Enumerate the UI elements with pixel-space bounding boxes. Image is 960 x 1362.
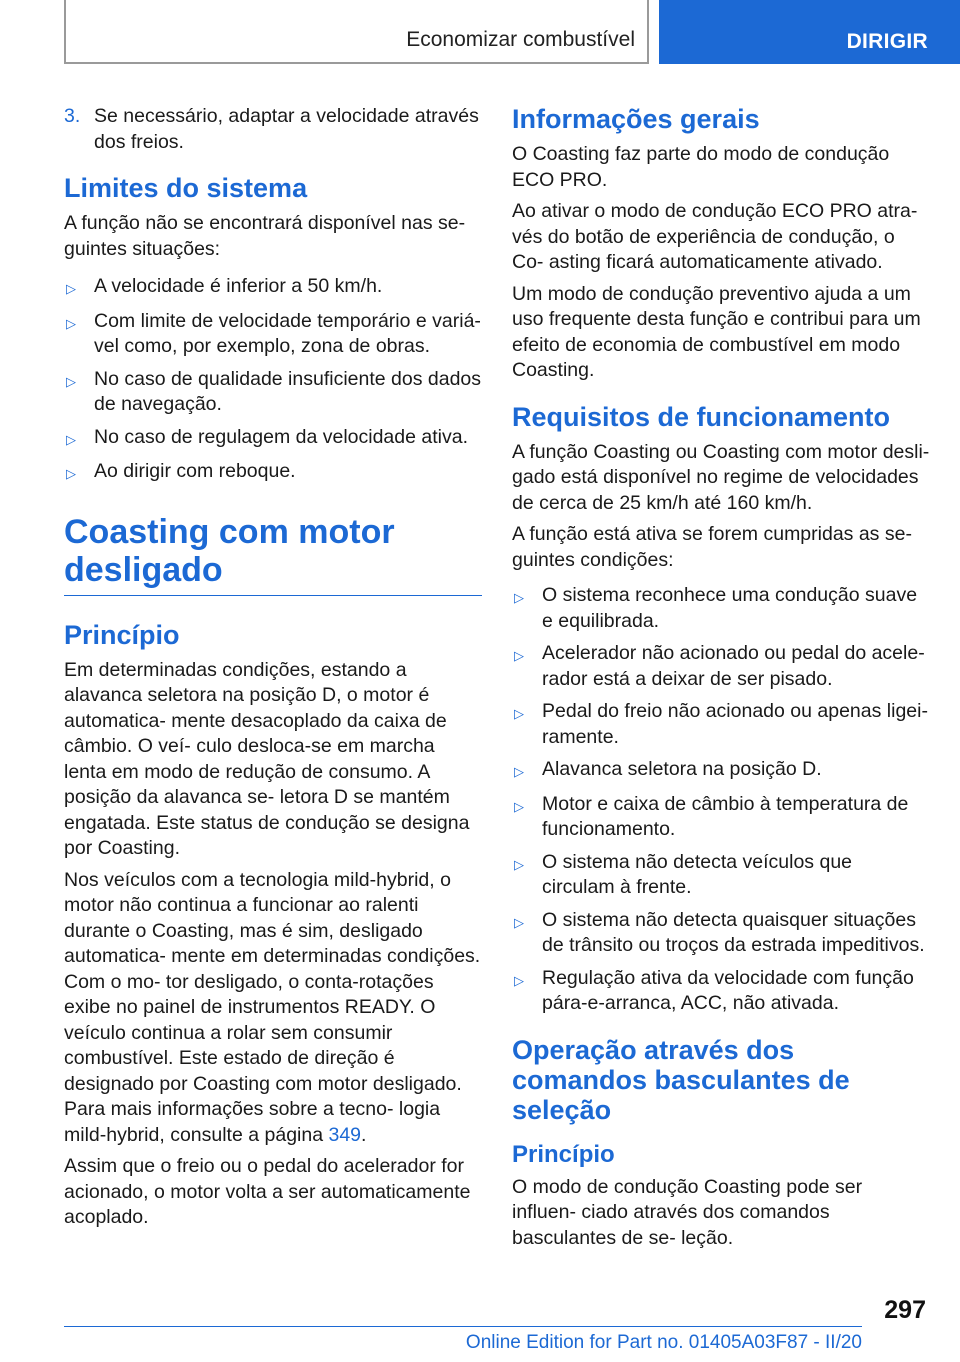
section-label: DIRIGIR bbox=[846, 30, 928, 53]
operation-heading: Operação através dos comandos basculantes de seleção bbox=[512, 1034, 850, 1125]
chapter-title-tab bbox=[64, 0, 649, 64]
operation-principle-heading: Princípio bbox=[512, 1140, 615, 1168]
general-heading: Informações gerais bbox=[512, 104, 760, 134]
page-reference-link[interactable]: 349 bbox=[328, 1123, 362, 1146]
list-item: ▷ O sistema não detecta veículos que circulam à frente. bbox=[512, 850, 930, 901]
triangle-right-icon: ▷ bbox=[514, 798, 524, 814]
requirements-heading: Requisitos de funcionamento bbox=[512, 401, 891, 432]
list-item: ▷ Regulação ativa da velocidade com função pára-e-arranca, ACC, não ativada. bbox=[512, 966, 930, 1017]
limits-list bbox=[64, 274, 482, 487]
list-item: ▷ No caso de qualidade insuficiente dos dados de navegação. bbox=[64, 367, 482, 418]
page-number: 297 bbox=[884, 1296, 926, 1324]
principle-paragraph-3: Assim que o freio ou o pedal do acelerador for acionado, o motor volta a ser automaticamente acoplado. bbox=[64, 1155, 471, 1228]
principle-heading: Princípio bbox=[64, 619, 180, 650]
edition-footer: Online Edition for Part no. 01405A03F87 - II/20 bbox=[465, 1332, 862, 1353]
triangle-right-icon: ▷ bbox=[66, 373, 76, 389]
list-item: ▷ Motor e caixa de câmbio à temperatura de funcionamento. bbox=[512, 792, 930, 843]
limits-intro: A função não se encontrará disponível nas se‐ guintes situações: bbox=[64, 212, 466, 260]
list-item: ▷ Alavanca seletora na posição D. bbox=[512, 757, 930, 785]
triangle-right-icon: ▷ bbox=[66, 431, 76, 447]
triangle-right-icon: ▷ bbox=[66, 466, 76, 481]
step-text: Se necessário, adaptar a velocidade através dos freios. bbox=[94, 105, 479, 153]
requirements-paragraph-2: A função está ativa se forem cumpridas as se‐ guintes condições: bbox=[512, 523, 912, 571]
list-item: ▷ Pedal do freio não acionado ou apenas ligei‐ ramente. bbox=[512, 699, 930, 750]
list-item: ▷ A velocidade é inferior a 50 km/h. bbox=[64, 274, 482, 302]
principle-paragraph-1: Em determinadas condições, estando a alavanca seletora na posição D, o motor é automatica‐ mente desacoplado da caixa de câmbio. O veí‐ culo desloca-se em marcha lenta em modo de redução de consumo. A posição da alavanca se‐ letora D se mantém engatada. Este status de condução se designa por Coasting. bbox=[64, 658, 470, 859]
right-column bbox=[512, 104, 930, 1257]
triangle-right-icon: ▷ bbox=[514, 856, 524, 872]
general-paragraph-3: Um modo de condução preventivo ajuda a um uso frequente desta função e contribui para um efeito de economia de combustível em modo Coasting. bbox=[512, 282, 921, 381]
list-item: ▷ O sistema reconhece uma condução suave e equilibrada. bbox=[512, 583, 930, 634]
principle-paragraph-2: Nos veículos com a tecnologia mild-hybrid, o motor não continua a funcionar ao ralenti durante o Coasting, mas é sim, desligado automatica‐ mente em determinadas condições. Com o mo‐ tor desligado, o conta-rotações exibe no painel de instrumentos READY. O veículo continua a rolar sem consumir combustível. Este estado de direção é designado por Coasting com motor desligado. Para mais informações sobre a tecno‐ logia mild-hybrid, consulte a página 349. bbox=[64, 868, 481, 1146]
step-number: 3. bbox=[64, 105, 81, 127]
list-item: ▷ Com limite de velocidade temporário e variá‐ vel como, por exemplo, zona de obras. bbox=[64, 309, 482, 360]
numbered-step bbox=[64, 104, 482, 155]
requirements-paragraph-1: A função Coasting ou Coasting com motor desli‐ gado está disponível no regime de velocidades de cerca de 25 km/h até 160 km/h. bbox=[512, 440, 930, 514]
general-paragraph-2: Ao ativar o modo de condução ECO PRO atra‐ vés do botão de experiência de condução, o Co‐ asting ficará automaticamente ativado. bbox=[512, 200, 918, 273]
chapter-heading: Coasting com motor desligado bbox=[64, 512, 395, 589]
triangle-right-icon: ▷ bbox=[514, 914, 524, 930]
footer-divider bbox=[64, 1326, 862, 1327]
triangle-right-icon: ▷ bbox=[66, 281, 76, 296]
triangle-right-icon: ▷ bbox=[514, 972, 524, 988]
triangle-right-icon: ▷ bbox=[514, 764, 524, 779]
list-item: ▷ No caso de regulagem da velocidade ativa. bbox=[64, 425, 482, 453]
triangle-right-icon: ▷ bbox=[514, 706, 524, 721]
chapter-title: Economizar combustível bbox=[406, 28, 635, 51]
list-item: ▷ O sistema não detecta quaisquer situações de trânsito ou troços da estrada impeditivos. bbox=[512, 908, 930, 959]
limits-heading: Limites do sistema bbox=[64, 173, 308, 203]
chapter-heading-block bbox=[64, 513, 482, 596]
triangle-right-icon: ▷ bbox=[66, 315, 76, 331]
list-item: ▷ Ao dirigir com reboque. bbox=[64, 459, 482, 487]
general-paragraph-1: O Coasting faz parte do modo de condução ECO PRO. bbox=[512, 143, 890, 191]
triangle-right-icon: ▷ bbox=[514, 648, 524, 663]
operation-paragraph-1: O modo de condução Coasting pode ser influen‐ ciado através dos comandos basculantes de se‐ leção. bbox=[512, 1175, 863, 1249]
list-item: ▷ Acelerador não acionado ou pedal do acele‐ rador está a deixar de ser pisado. bbox=[512, 641, 930, 692]
left-column bbox=[64, 104, 482, 1237]
requirements-list bbox=[512, 583, 930, 1017]
section-tab bbox=[659, 0, 960, 64]
triangle-right-icon: ▷ bbox=[514, 590, 524, 605]
